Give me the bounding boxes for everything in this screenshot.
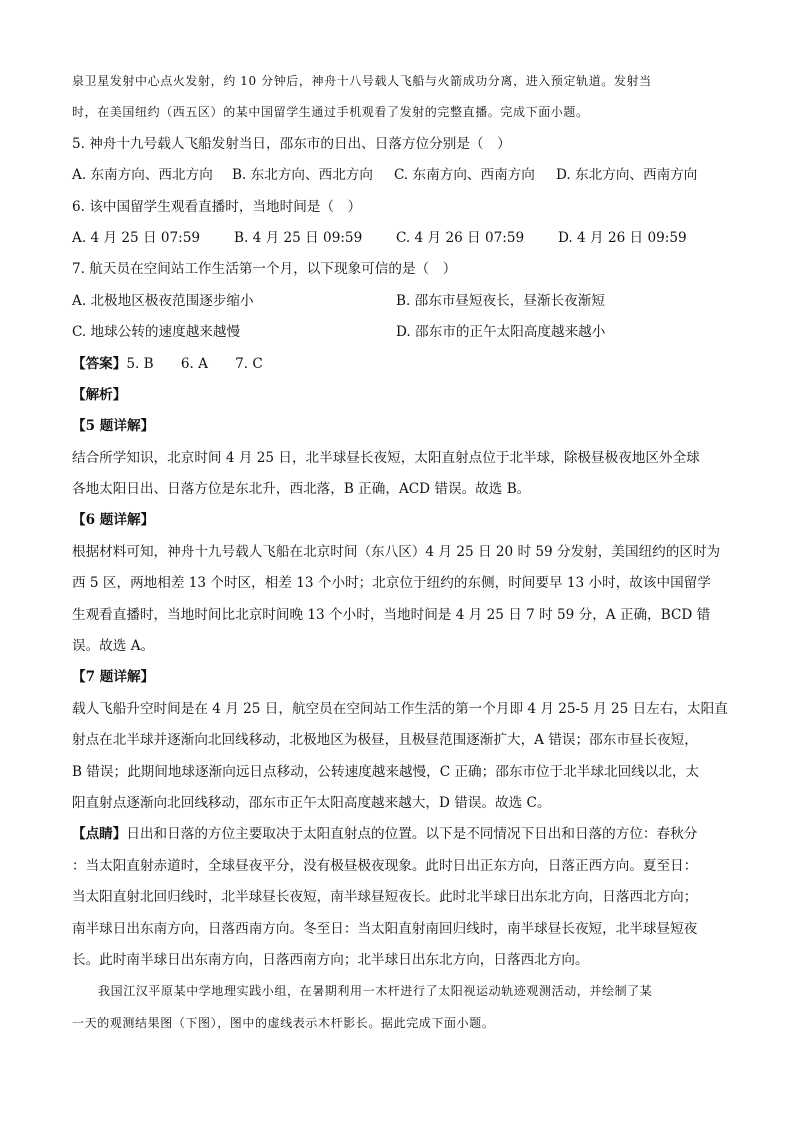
q6-option-a[interactable]: A. 4 月 25 日 07:59 [72,229,201,246]
detail-7-line-2: 射点在北半球并逐渐向北回线移动，北极地区为极昼，且极昼范围逐渐扩大，A 错误；邵东市昼长夜短， [72,732,698,749]
detail-6-label: 【6 题详解】 [72,512,155,529]
detail-6-line-1: 根据材料可知，神舟十九号载人飞船在北京时间（东八区）4 月 25 日 20 时 59 分发射，美国纽约的区时为 [72,543,721,560]
q6-option-d[interactable]: D. 4 月 26 日 09:59 [558,229,687,246]
answer-label: 【答案】 [72,355,127,372]
tip-label: 【点睛】 [72,826,127,843]
next-intro-line-2: 一天的观测结果图（下图），图中的虚线表示木杆影长。据此完成下面小题。 [72,1015,495,1030]
question-7-stem: 7. 航天员在空间站工作生活第一个月，以下现象可信的是（ ） [72,261,457,278]
answer-text: 5. B 6. A 7. C [126,355,263,372]
intro-line-2: 时，在美国纽约（西五区）的某中国留学生通过手机观看了发射的完整直播。完成下面小题。 [72,105,589,120]
tip-first-line: 日出和日落的方位主要取决于太阳直射点的位置。以下是不同情况下日出和日落的方位：春秋分 [126,826,698,843]
q5-option-b[interactable]: B. 东北方向、西北方向 [232,167,373,184]
detail-6-line-4: 误。故选 A。 [72,638,155,655]
q7-option-a[interactable]: A. 北极地区极夜范围逐步缩小 [72,292,254,309]
detail-6-line-2: 西 5 区，两地相差 13 个时区，相差 13 个小时；北京位于纽约的东侧，时间要早 13 小时，故该中国留学 [72,575,711,592]
next-intro-line-1: 我国江汉平原某中学地理实践小组，在暑期利用一木杆进行了太阳视运动轨迹观测活动，并绘制了某 [98,984,653,999]
tip-line-4: 长。此时南半球日出东南方向，日落西南方向；北半球日出东北方向，日落西北方向。 [72,951,589,968]
tip-row [72,819,728,850]
question-5-stem: 5. 神舟十九号载人飞船发射当日，邵东市的日出、日落方位分别是（ ） [72,135,511,152]
detail-7-line-3: B 错误；此期间地球逐渐向远日点移动，公转速度越来越慢，C 正确；邵东市位于北半球北回线以北，太 [72,763,700,780]
analysis-label: 【解析】 [72,386,127,403]
q5-option-a[interactable]: A. 东南方向、西北方向 [72,167,213,184]
detail-5-line-2: 各地太阳日出、日落方位是东北升，西北落，B 正确，ACD 错误。故选 B。 [72,481,531,498]
intro-line-1: 泉卫星发射中心点火发射，约 10 分钟后，神舟十八号载人飞船与火箭成功分离，进入预定轨道。发射当 [72,74,652,88]
tip-line-1: ：当太阳直射赤道时，全球昼夜平分，没有极昼极夜现象。此时日出正东方向，日落正西方向。夏至日： [72,857,698,874]
detail-7-line-4: 阳直射点逐渐向北回线移动，邵东市正午太阳高度越来越大，D 错误。故选 C。 [72,794,551,811]
detail-6-line-3: 生观看直播时，当地时间比北京时间晚 13 个小时，当地时间是 4 月 25 日 7 时 59 分，A 正确，BCD 错 [72,606,711,623]
question-6-options [72,223,728,254]
q7-option-b[interactable]: B. 邵东市昼短夜长，昼渐长夜渐短 [396,292,605,309]
answer-row [72,349,728,380]
detail-7-line-1: 载人飞船升空时间是在 4 月 25 日，航空员在空间站工作生活的第一个月即 4 月 25-5 月 25 日左右，太阳直 [72,700,728,717]
q6-option-c[interactable]: C. 4 月 26 日 07:59 [396,229,525,246]
tip-line-2: 当太阳直射北回归线时，北半球昼长夜短，南半球昼短夜长。此时北半球日出东北方向，日落西北方向； [72,889,698,906]
question-6-stem: 6. 该中国留学生观看直播时，当地时间是（ ） [72,198,362,215]
question-5-options [72,160,728,191]
document-page [72,66,728,1039]
detail-7-label: 【7 题详解】 [72,669,155,686]
q5-option-c[interactable]: C. 东南方向、西南方向 [394,167,535,184]
detail-5-line-1: 结合所学知识，北京时间 4 月 25 日，北半球昼长夜短，太阳直射点位于北半球，除极昼极夜地区外全球 [72,449,700,466]
q5-option-d[interactable]: D. 东北方向、西南方向 [556,167,698,184]
q7-option-c[interactable]: C. 地球公转的速度越来越慢 [72,324,241,341]
question-7-options-row-2 [72,317,728,348]
tip-line-3: 南半球日出东南方向，日落西南方向。冬至日：当太阳直射南回归线时，南半球昼长夜短，北半球昼短夜 [72,920,698,937]
detail-5-label: 【5 题详解】 [72,418,155,435]
q6-option-b[interactable]: B. 4 月 25 日 09:59 [234,229,363,246]
q7-option-d[interactable]: D. 邵东市的正午太阳高度越来越小 [396,324,606,341]
question-7-options-row-1 [72,286,728,317]
